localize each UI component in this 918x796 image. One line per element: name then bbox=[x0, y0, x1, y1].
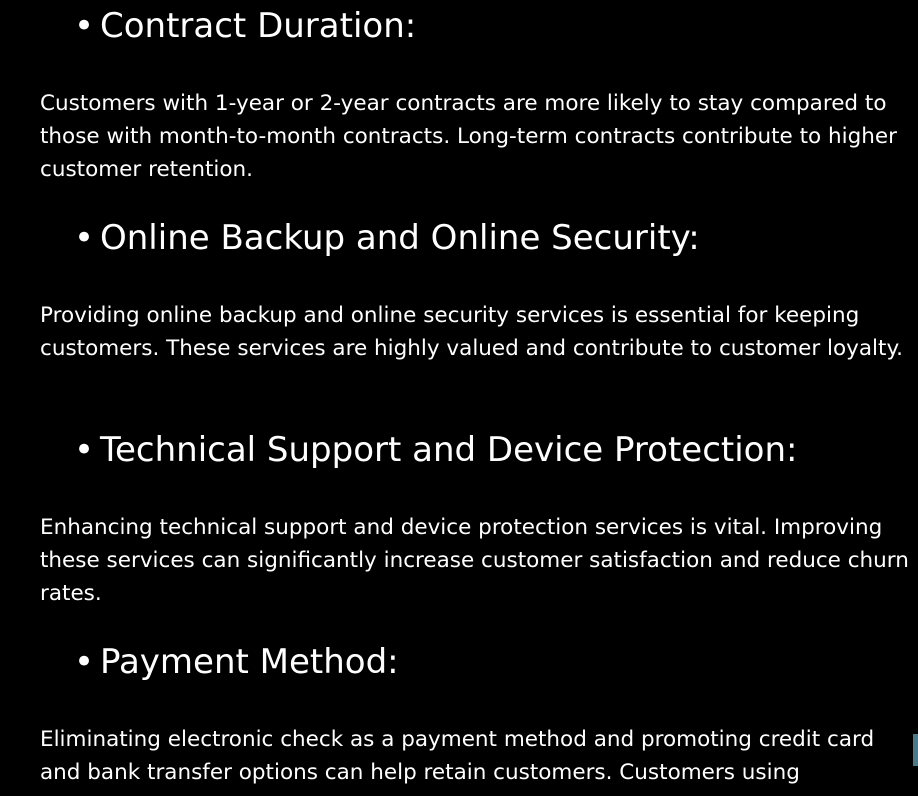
section-body-payment-method: Eliminating electronic check as a payment method and promoting credit card and bank transfer options can help retain customers. Customers using bbox=[40, 727, 875, 785]
section-heading-technical-support bbox=[74, 430, 798, 470]
section-body-online-backup: Providing online backup and online security services is essential for keeping customers. These services are highly valued and contribute to customer loyalty. bbox=[40, 303, 903, 361]
section-body-technical-support: Enhancing technical support and device protection services is vital. Improving these services can significantly increase customer satisfaction and reduce churn rates. bbox=[40, 515, 909, 606]
section-heading-contract-duration bbox=[74, 6, 417, 46]
heading-text: Technical Support and Device Protection: bbox=[100, 430, 798, 470]
heading-text: Online Backup and Online Security: bbox=[100, 218, 700, 258]
heading-text: Payment Method: bbox=[100, 642, 399, 682]
section-heading-payment-method bbox=[74, 642, 399, 682]
bullet-icon: • bbox=[74, 218, 95, 258]
bullet-icon: • bbox=[74, 642, 95, 682]
bullet-icon: • bbox=[74, 430, 95, 470]
section-heading-online-backup bbox=[74, 218, 700, 258]
section-body-contract-duration: Customers with 1-year or 2-year contracts are more likely to stay compared to those with month-to-month contracts. Long-term contracts contribute to higher customer retention. bbox=[40, 91, 897, 182]
scrollbar-thumb[interactable] bbox=[913, 734, 918, 766]
bullet-icon: • bbox=[74, 6, 95, 46]
heading-text: Contract Duration: bbox=[100, 6, 417, 46]
